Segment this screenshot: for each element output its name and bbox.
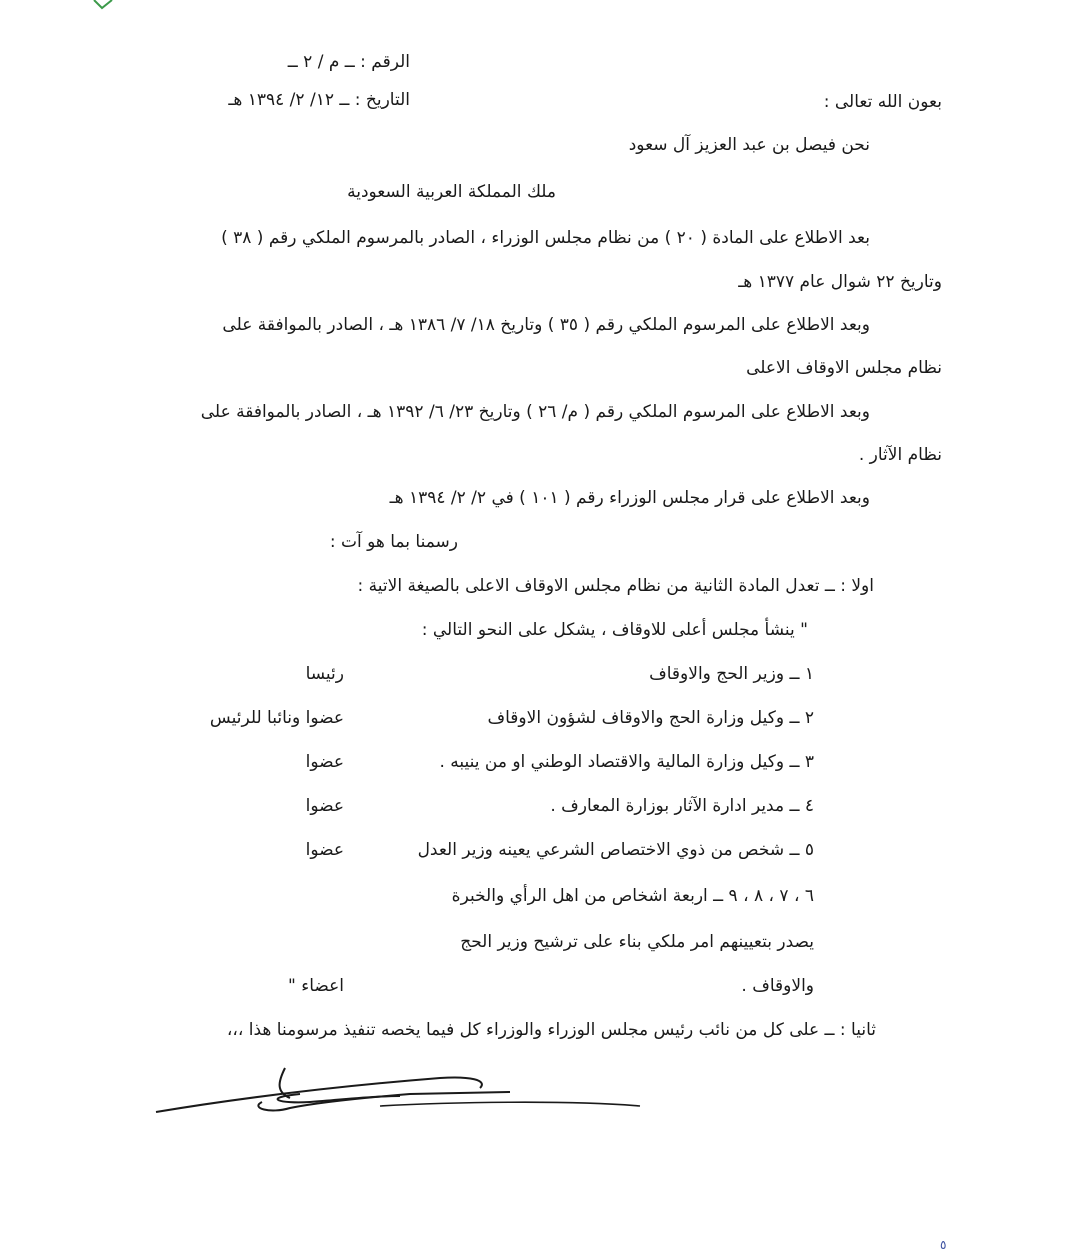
member-role: عضوا bbox=[305, 796, 344, 816]
member-six-line: والاوقاف . bbox=[741, 976, 814, 996]
preamble-line: نظام الآثار . bbox=[858, 445, 942, 465]
preamble-line: وبعد الاطلاع على المرسوم الملكي رقم ( م/ ٢٦ ) وتاريخ ٢٣/ ٦/ ١٣٩٢ هـ ، الصادر بالموافقة على bbox=[200, 402, 870, 422]
preamble-line: نظام مجلس الاوقاف الاعلى bbox=[746, 358, 942, 378]
page-mark: ٥ bbox=[940, 1238, 947, 1252]
preamble-line: وبعد الاطلاع على المرسوم الملكي رقم ( ٣٥ ) وتاريخ ١٨/ ٧/ ١٣٨٦ هـ ، الصادر بالموافقة على bbox=[222, 315, 870, 335]
reference-number: الرقم : ــ م / ٢ ــ bbox=[287, 52, 410, 72]
preamble-line: بعد الاطلاع على المادة ( ٢٠ ) من نظام مجلس الوزراء ، الصادر بالمرسوم الملكي رقم ( ٣٨ ) bbox=[221, 228, 870, 248]
member-item: ١ ــ وزير الحج والاوقاف bbox=[649, 664, 814, 684]
member-role: عضوا bbox=[305, 752, 344, 772]
decree-phrase: رسمنا بما هو آت : bbox=[329, 532, 458, 552]
article-one-heading: اولا : ــ تعدل المادة الثانية من نظام مجلس الاوقاف الاعلى بالصيغة الاتية : bbox=[357, 576, 874, 596]
invocation: بعون الله تعالى : bbox=[823, 92, 942, 112]
document-date: التاريخ : ــ ١٢/ ٢/ ١٣٩٤ هـ bbox=[228, 90, 410, 110]
preamble-line: وبعد الاطلاع على قرار مجلس الوزراء رقم ( ١٠١ ) في ٢/ ٢/ ١٣٩٤ هـ bbox=[389, 488, 870, 508]
preamble-line: وتاريخ ٢٢ شوال عام ١٣٧٧ هـ bbox=[738, 272, 942, 292]
member-item: ٤ ــ مدير ادارة الآثار بوزارة المعارف . bbox=[550, 796, 814, 816]
corner-mark bbox=[92, 0, 114, 10]
member-item: ٢ ــ وكيل وزارة الحج والاوقاف لشؤون الاوقاف bbox=[487, 708, 814, 728]
member-item: ٥ ــ شخص من ذوي الاختصاص الشرعي يعينه وزير العدل bbox=[417, 840, 814, 860]
member-role: رئيسا bbox=[305, 664, 344, 684]
member-role: اعضاء " bbox=[287, 976, 344, 996]
member-role: عضوا ونائبا للرئيس bbox=[209, 708, 344, 728]
article-two: ثانيا : ــ على كل من نائب رئيس مجلس الوزراء والوزراء كل فيما يخصه تنفيذ مرسومنا هذا ،،، bbox=[226, 1020, 876, 1040]
article-one-intro: " ينشأ مجلس أعلى للاوقاف ، يشكل على النحو التالي : bbox=[421, 620, 808, 640]
issuer-title: ملك المملكة العربية السعودية bbox=[347, 182, 556, 202]
signature bbox=[150, 1058, 670, 1128]
member-six-line: ٦ ، ٧ ، ٨ ، ٩ ــ اربعة اشخاص من اهل الرأي والخبرة bbox=[451, 886, 814, 906]
member-role: عضوا bbox=[305, 840, 344, 860]
issuer-name: نحن فيصل بن عبد العزيز آل سعود bbox=[628, 135, 870, 155]
member-item: ٣ ــ وكيل وزارة المالية والاقتصاد الوطني او من ينيبه . bbox=[439, 752, 814, 772]
member-six-line: يصدر بتعيينهم امر ملكي بناء على ترشيح وزير الحج bbox=[460, 932, 814, 952]
